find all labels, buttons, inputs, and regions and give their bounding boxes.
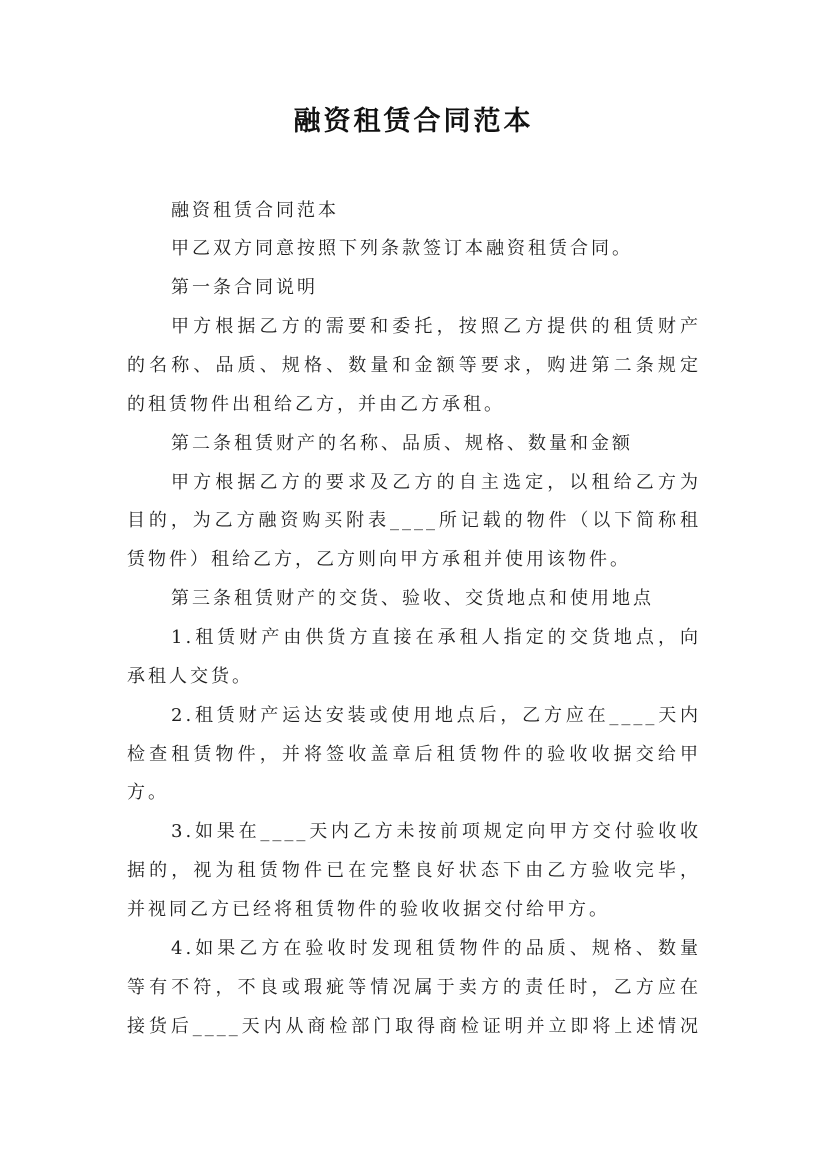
body-line: 甲方根据乙方的需要和委托，按照乙方提供的租赁财产: [171, 316, 701, 338]
body-line: 第三条租赁财产的交货、验收、交货地点和使用地点: [171, 588, 654, 610]
paragraph: [127, 308, 701, 425]
body-line: 承租人交货。: [127, 665, 253, 687]
paragraph: [127, 813, 701, 930]
body-line: 3.如果在____天内乙方未按前项规定向甲方交付验收收: [171, 821, 701, 843]
body-line: 目的，为乙方融资购买附表____所记载的物件（以下简称租: [127, 510, 701, 532]
paragraph: [127, 930, 701, 1047]
body-line: 第二条租赁财产的名称、品质、规格、数量和金额: [171, 432, 633, 454]
body-line: 甲方根据乙方的要求及乙方的自主选定，以租给乙方为: [171, 471, 701, 493]
document-body: [127, 192, 701, 1047]
body-line: 等有不符，不良或瑕疵等情况属于卖方的责任时，乙方应在: [127, 976, 701, 998]
paragraph: [127, 697, 701, 814]
body-line: 甲乙双方同意按照下列条款签订本融资租赁合同。: [171, 238, 633, 260]
paragraph: [127, 464, 701, 581]
paragraph: [127, 269, 701, 308]
paragraph: [127, 230, 701, 269]
body-line: 2.租赁财产运达安装或使用地点后，乙方应在____天内: [171, 704, 701, 726]
body-line: 据的，视为租赁物件已在完整良好状态下由乙方验收完毕，: [127, 860, 701, 882]
body-line: 的名称、品质、规格、数量和金额等要求，购进第二条规定: [127, 355, 701, 377]
body-line: 并视同乙方已经将租赁物件的验收收据交付给甲方。: [127, 899, 610, 921]
body-line: 接货后____天内从商检部门取得商检证明并立即将上述情况: [127, 1015, 701, 1037]
paragraph: [127, 580, 701, 619]
body-line: 4.如果乙方在验收时发现租赁物件的品质、规格、数量: [171, 937, 701, 959]
body-line: 融资租赁合同范本: [171, 199, 339, 221]
body-line: 第一条合同说明: [171, 277, 318, 299]
body-line: 1.租赁财产由供货方直接在承租人指定的交货地点，向: [171, 627, 701, 649]
paragraph: [127, 619, 701, 697]
paragraph: [127, 425, 701, 464]
body-line: 检查租赁物件，并将签收盖章后租赁物件的验收收据交给甲: [127, 743, 701, 765]
document-title: 融资租赁合同范本: [293, 106, 534, 137]
body-line: 赁物件）租给乙方，乙方则向甲方承租并使用该物件。: [127, 549, 631, 571]
body-line: 方。: [127, 782, 169, 804]
paragraph: [127, 192, 701, 231]
body-line: 的租赁物件出租给乙方，并由乙方承租。: [127, 393, 505, 415]
